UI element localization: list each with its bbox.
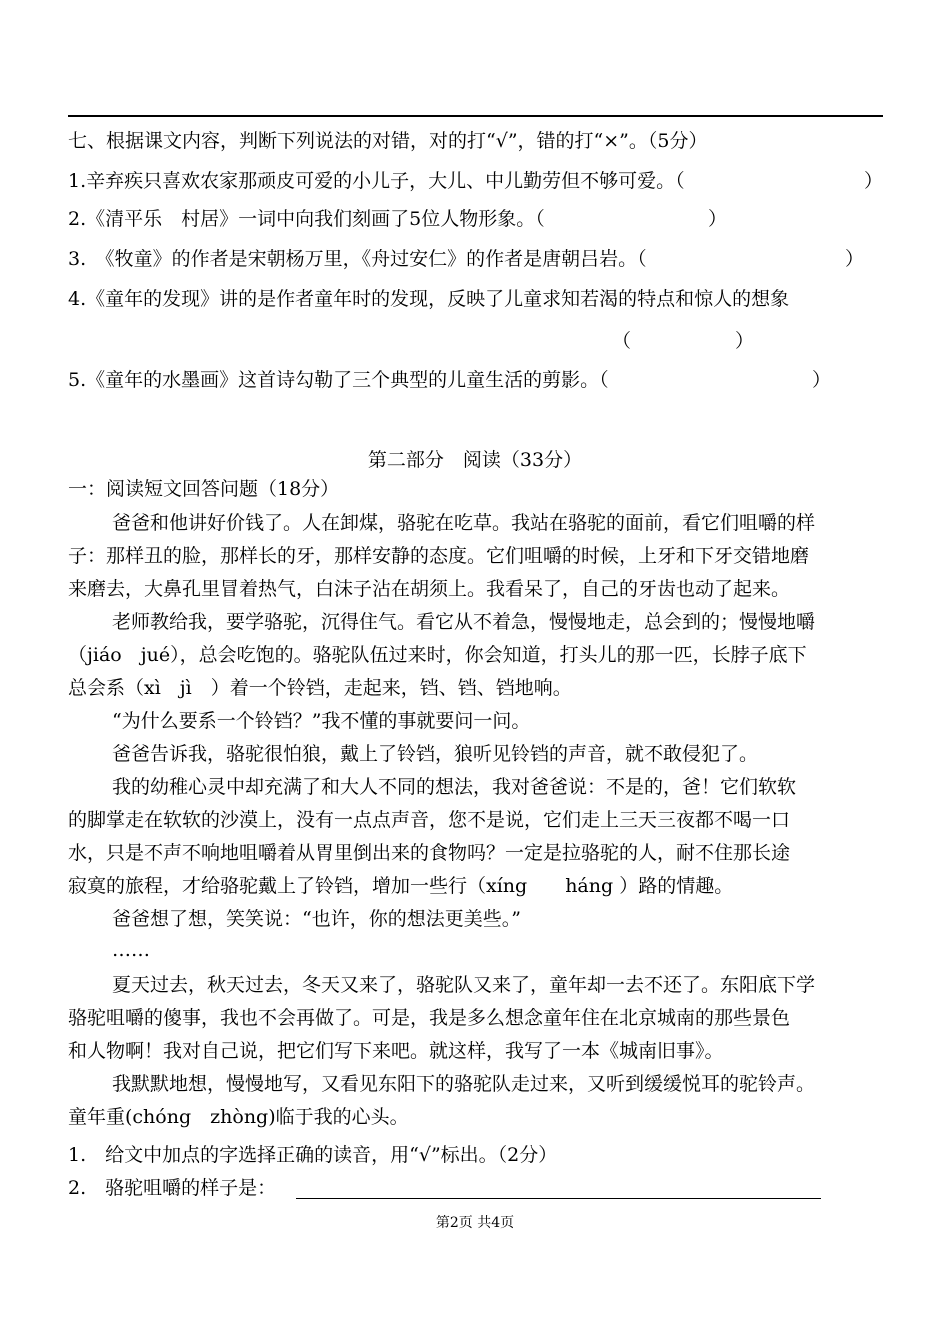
passage-line: 爸爸和他讲好价钱了。人在卸煤，骆驼在吃草。我站在骆驼的面前，看它们咀嚼的样	[112, 512, 816, 534]
passage-line: “为什么要系一个铃铛？”我不懂的事就要问一问。	[112, 710, 531, 732]
passage-line: 我的幼稚心灵中却充满了和大人不同的想法，我对爸爸说：不是的，爸！它们软软	[112, 776, 797, 798]
passage-line: 夏天过去，秋天过去，冬天又来了，骆驼队又来了，童年却一去不还了。东阳底下学	[112, 974, 816, 996]
top-rule	[68, 115, 883, 117]
q1-heading: 一：阅读短文回答问题（18分）	[68, 478, 340, 500]
passage-line: 和人物啊！我对自己说，把它们写下来吧。就这样，我写了一本《城南旧事》。	[68, 1040, 724, 1062]
passage-line: 寂寞的旅程，才给骆驼戴上了铃铛，增加一些行（xíng háng ）路的情趣。	[68, 875, 734, 897]
passage-line: 骆驼咀嚼的傻事，我也不会再做了。可是，我是多么想念童年住在北京城南的那些景色	[68, 1007, 791, 1029]
passage-line: 爸爸想了想，笑笑说：“也许，你的想法更美些。”	[112, 908, 521, 930]
passage-line: 我默默地想，慢慢地写，又看见东阳下的骆驼队走过来，又听到缓缓悦耳的驼铃声。	[112, 1073, 816, 1095]
judge-item-1-close: ）	[864, 170, 884, 192]
passage-line: 水，只是不声不响地咀嚼着从胃里倒出来的食物吗？一定是拉骆驼的人，耐不住那长途	[68, 842, 791, 864]
judge-item-3-close: ）	[845, 248, 865, 270]
passage-line: 总会系（xì jì ）着一个铃铛，走起来，铛、铛、铛地响。	[68, 677, 572, 699]
judge-item-4-close: ）	[735, 330, 755, 352]
judge-item-5-close: ）	[812, 369, 832, 391]
passage-line: 来磨去，大鼻孔里冒着热气，白沫子沾在胡须上。我看呆了，自己的牙齿也动了起来。	[68, 578, 791, 600]
passage-line: （jiáo jué），总会吃饱的。骆驼队伍过来时，你会知道，打头儿的那一匹，长脖子底下	[68, 644, 807, 666]
judge-item-4: 4.《童年的发现》讲的是作者童年时的发现，反映了儿童求知若渴的特点和惊人的想象	[68, 288, 790, 310]
passage-line: 的脚掌走在软软的沙漠上，没有一点点声音，您不是说，它们走上三天三夜都不喝一口	[68, 809, 791, 831]
question-1: 1. 给文中加点的字选择正确的读音，用“√”标出。（2分）	[68, 1144, 558, 1166]
judge-item-2-close: ）	[708, 208, 728, 230]
passage-line: 爸爸告诉我，骆驼很怕狼，戴上了铃铛，狼听见铃铛的声音，就不敢侵犯了。	[112, 743, 759, 765]
passage-line: 童年重(chóng zhòng)临于我的心头。	[68, 1106, 409, 1128]
judge-item-3: 3. 《牧童》的作者是宋朝杨万里，《舟过安仁》的作者是唐朝吕岩。（	[68, 248, 647, 270]
section7-heading: 七、根据课文内容，判断下列说法的对错，对的打“√”，错的打“×”。（5分）	[68, 130, 708, 152]
part2-title: 第二部分 阅读（33分）	[367, 449, 583, 471]
question-2: 2. 骆驼咀嚼的样子是：	[68, 1177, 277, 1199]
judge-item-1: 1.辛弃疾只喜欢农家那顽皮可爱的小儿子，大儿、中儿勤劳但不够可爱。（	[68, 170, 685, 192]
passage-line: 子：那样丑的脸，那样长的牙，那样安静的态度。它们咀嚼的时候，上牙和下牙交错地磨	[68, 545, 810, 567]
passage-ellipsis: ……	[112, 939, 150, 961]
judge-item-4-open: （	[612, 330, 632, 352]
judge-item-2: 2.《清平乐 村居》一词中向我们刻画了5位人物形象。（	[68, 208, 545, 230]
passage-line: 老师教给我，要学骆驼，沉得住气。看它从不着急，慢慢地走，总会到的；慢慢地嚼	[112, 611, 816, 633]
answer-blank[interactable]	[296, 1198, 821, 1199]
page-footer: 第2页 共4页	[435, 1215, 515, 1231]
judge-item-5: 5.《童年的水墨画》这首诗勾勒了三个典型的儿童生活的剪影。（	[68, 369, 609, 391]
